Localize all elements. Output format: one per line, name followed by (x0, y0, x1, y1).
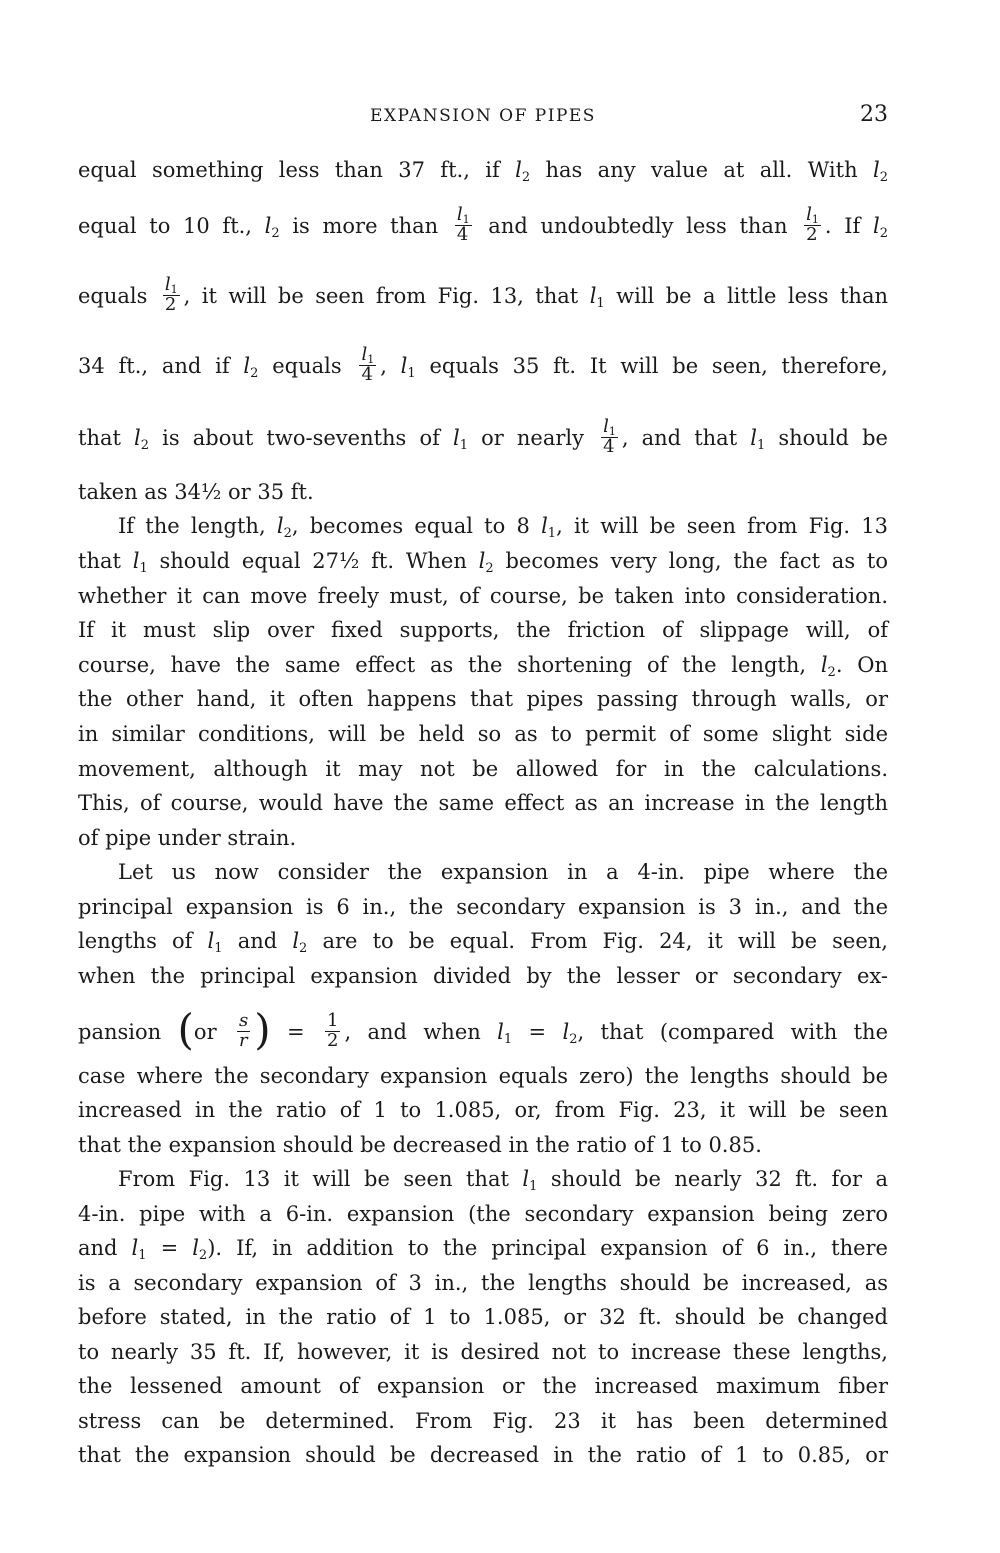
fraction-l1-over-2: $\frac{l_1}{2}$ (164, 274, 178, 315)
text-line: course, have the same effect as the shortening of the length, $l_2$. On (78, 653, 889, 680)
text-line: case where the secondary expansion equals zero) the lengths should be (78, 1064, 888, 1088)
text-line: and $l_1 = l_2$). If, in addition to the principal expansion of 6 in., there (78, 1236, 888, 1263)
text-line: This, of course, would have the same effect as an increase in the length (78, 791, 888, 815)
page-number: 23 (860, 102, 888, 127)
text-line: in similar conditions, will be held so as to permit of some slight side (78, 722, 888, 746)
text-line: equal to 10 ft., $l_2$ is more than $\frac{l_1}{4}$ and undoubtedly less than $\frac{l_1}{2}$ . If $l_2$ (78, 204, 888, 245)
page-header (78, 104, 888, 130)
running-title: EXPANSION OF PIPES (370, 106, 596, 126)
text-line: equals $\frac{l_1}{2}$ , it will be seen from Fig. 13, that $l_1$ will be a little less than (78, 274, 889, 315)
text-line: taken as 34½ or 35 ft. (78, 480, 314, 504)
text-line: 4-in. pipe with a 6-in. expansion (the secondary expansion being zero (78, 1202, 888, 1226)
text-line: stress can be determined. From Fig. 23 it has been determined (78, 1409, 888, 1433)
text-line: the lessened amount of expansion or the increased maximum fiber (78, 1374, 888, 1398)
text-line: principal expansion is 6 in., the secondary expansion is 3 in., and the (78, 895, 888, 919)
text-line: 34 ft., and if $l_2$ equals $\frac{l_1}{4}$ , $l_1$ equals 35 ft. It will be seen, therefore, (78, 344, 888, 385)
fraction-s-over-r: $\frac{s}{r}$ (238, 1010, 249, 1051)
text-line: increased in the ratio of 1 to 1.085, or, from Fig. 23, it will be seen (78, 1098, 888, 1122)
text-line: of pipe under strain. (78, 826, 297, 850)
text-line: that $l_2$ is about two-sevenths of $l_1$ or nearly $\frac{l_1}{4}$ , and that $l_1$ should be (78, 416, 888, 457)
text-line: Let us now consider the expansion in a 4-in. pipe where the (118, 860, 888, 884)
text-line: lengths of $l_1$ and $l_2$ are to be equal. From Fig. 24, it will be seen, (78, 929, 888, 956)
text-line: equal something less than 37 ft., if $l_2$ has any value at all. With $l_2$ (78, 158, 888, 185)
text-line: before stated, in the ratio of 1 to 1.085, or 32 ft. should be changed (78, 1305, 888, 1329)
fraction-l1-over-4: $\frac{l_1}{4}$ (603, 416, 616, 457)
fraction-l1-over-2: $\frac{l_1}{2}$ (806, 204, 819, 245)
text-line: movement, although it may not be allowed for in the calculations. (78, 757, 888, 781)
text-line: that $l_1$ should equal 27½ ft. When $l_2$ becomes very long, the fact as to (78, 549, 888, 576)
text-line: whether it can move freely must, of course, be taken into consideration. (78, 584, 888, 608)
fraction-l1-over-4: $\frac{l_1}{4}$ (456, 204, 470, 245)
text-line: pansion (or $\frac{s}{r}$ ) = $\frac{1}{2}$ , and when $l_1 = l_2$, that (compared with the (78, 1005, 888, 1055)
text-line: when the principal expansion divided by the lesser or secondary ex- (78, 964, 888, 988)
fraction-1-over-2: $\frac{1}{2}$ (326, 1010, 339, 1051)
text-line: the other hand, it often happens that pipes passing through walls, or (78, 687, 888, 711)
text-line: If it must slip over fixed supports, the friction of slippage will, of (78, 618, 888, 642)
text-line: If the length, $l_2$, becomes equal to 8 $l_1$, it will be seen from Fig. 13 (118, 514, 888, 541)
text-line: that the expansion should be decreased in the ratio of 1 to 0.85. (78, 1133, 762, 1157)
text-line: that the expansion should be decreased in the ratio of 1 to 0.85, or (78, 1443, 888, 1467)
text-line: From Fig. 13 it will be seen that $l_1$ should be nearly 32 ft. for a (118, 1167, 889, 1194)
fraction-l1-over-4: $\frac{l_1}{4}$ (361, 344, 375, 385)
text-line: is a secondary expansion of 3 in., the lengths should be increased, as (78, 1271, 888, 1295)
text-line: to nearly 35 ft. If, however, it is desired not to increase these lengths, (78, 1340, 888, 1364)
